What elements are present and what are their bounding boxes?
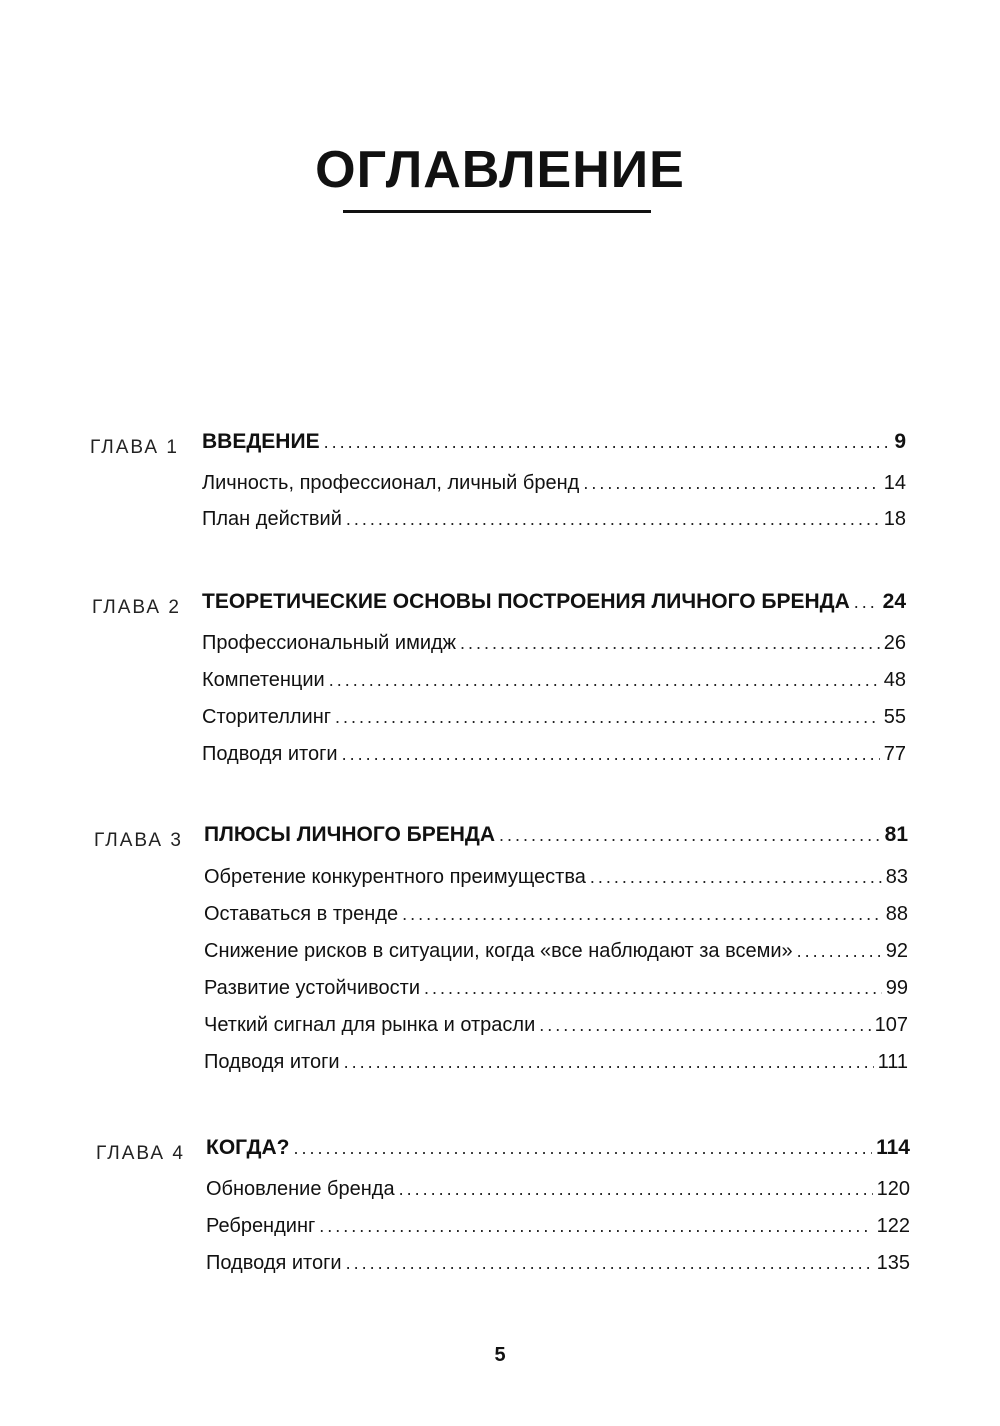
- toc-entry[interactable]: [202, 508, 906, 542]
- chapter-label: ГЛАВА 2: [92, 597, 181, 618]
- page-number: 55: [883, 706, 906, 728]
- dot-leader: [539, 1015, 870, 1036]
- toc-entry[interactable]: [204, 940, 908, 974]
- dot-leader: [319, 1216, 872, 1237]
- section-title: Обновление бренда: [206, 1178, 395, 1200]
- dot-leader: [335, 707, 880, 728]
- page-number: 114: [876, 1136, 910, 1159]
- page-title: ОГЛАВЛЕНИЕ: [315, 141, 685, 199]
- chapter-label: ГЛАВА 1: [90, 437, 179, 458]
- dot-leader: [294, 1138, 873, 1159]
- section-title: Компетенции: [202, 669, 325, 691]
- toc-entry[interactable]: [202, 669, 906, 703]
- chapter-label: ГЛАВА 4: [96, 1143, 185, 1164]
- page-number: 135: [876, 1252, 910, 1274]
- toc-entry[interactable]: [202, 743, 906, 777]
- toc-entry[interactable]: [204, 1051, 908, 1085]
- section-title: Четкий сигнал для рынка и отрасли: [204, 1014, 536, 1036]
- page-number: 120: [876, 1178, 910, 1200]
- toc-entry[interactable]: [206, 1252, 910, 1286]
- dot-leader: [590, 867, 882, 888]
- chapter-title: ТЕОРЕТИЧЕСКИЕ ОСНОВЫ ПОСТРОЕНИЯ ЛИЧНОГО БРЕНДА: [202, 590, 850, 613]
- dot-leader: [346, 509, 880, 530]
- section-title: Развитие устойчивости: [204, 977, 421, 999]
- toc-entry[interactable]: [206, 1178, 910, 1212]
- title-underline: [343, 210, 651, 213]
- page-number: 48: [883, 669, 906, 691]
- section-title: Профессиональный имидж: [202, 632, 457, 654]
- page-number: 9: [894, 430, 906, 453]
- dot-leader: [402, 904, 882, 925]
- chapter-title-row[interactable]: [204, 823, 908, 857]
- section-title: Личность, профессионал, личный бренд: [202, 472, 580, 494]
- section-title: Оставаться в тренде: [204, 903, 399, 925]
- dot-leader: [329, 670, 880, 691]
- section-title: Подводя итоги: [204, 1051, 340, 1073]
- page-number: 14: [883, 472, 906, 494]
- dot-leader: [797, 941, 882, 962]
- dot-leader: [854, 592, 879, 613]
- page-number: 99: [885, 977, 908, 999]
- toc-entry[interactable]: [202, 706, 906, 740]
- section-title: Обретение конкурентного преимущества: [204, 866, 586, 888]
- section-title: Подводя итоги: [202, 743, 338, 765]
- dot-leader: [583, 473, 879, 494]
- page-number: 107: [874, 1014, 908, 1036]
- toc-entry[interactable]: [206, 1215, 910, 1249]
- section-title: Подводя итоги: [206, 1252, 342, 1274]
- toc-entry[interactable]: [202, 632, 906, 666]
- chapter-title-row[interactable]: [202, 590, 906, 624]
- page-number: 77: [883, 743, 906, 765]
- page-number: 92: [885, 940, 908, 962]
- toc-entry[interactable]: [204, 1014, 908, 1048]
- chapter-title: ВВЕДЕНИЕ: [202, 430, 320, 453]
- dot-leader: [342, 744, 880, 765]
- dot-leader: [344, 1052, 874, 1073]
- chapter-title-row[interactable]: [202, 430, 906, 464]
- toc-entry[interactable]: [204, 977, 908, 1011]
- page-number: 24: [882, 590, 906, 613]
- section-title: Сторителлинг: [202, 706, 332, 728]
- page-number: 122: [876, 1215, 910, 1237]
- page-number: 111: [877, 1051, 908, 1073]
- toc-entry[interactable]: [202, 472, 906, 506]
- dot-leader: [460, 633, 880, 654]
- page-folio: 5: [494, 1344, 506, 1366]
- dot-leader: [324, 432, 891, 453]
- page-number: 18: [883, 508, 906, 530]
- page-number: 26: [883, 632, 906, 654]
- dot-leader: [346, 1253, 873, 1274]
- section-title: Снижение рисков в ситуации, когда «все наблюдают за всеми»: [204, 940, 793, 962]
- toc-entry[interactable]: [204, 903, 908, 937]
- chapter-title-row[interactable]: [206, 1136, 910, 1170]
- page-number: 81: [884, 823, 908, 846]
- section-title: План действий: [202, 508, 342, 530]
- toc-entry[interactable]: [204, 866, 908, 900]
- page-number: 83: [885, 866, 908, 888]
- chapter-title: ПЛЮСЫ ЛИЧНОГО БРЕНДА: [204, 823, 496, 846]
- chapter-title: КОГДА?: [206, 1136, 290, 1159]
- section-title: Ребрендинг: [206, 1215, 316, 1237]
- page-number: 88: [885, 903, 908, 925]
- dot-leader: [499, 825, 881, 846]
- dot-leader: [424, 978, 882, 999]
- dot-leader: [399, 1179, 873, 1200]
- chapter-label: ГЛАВА 3: [94, 830, 183, 851]
